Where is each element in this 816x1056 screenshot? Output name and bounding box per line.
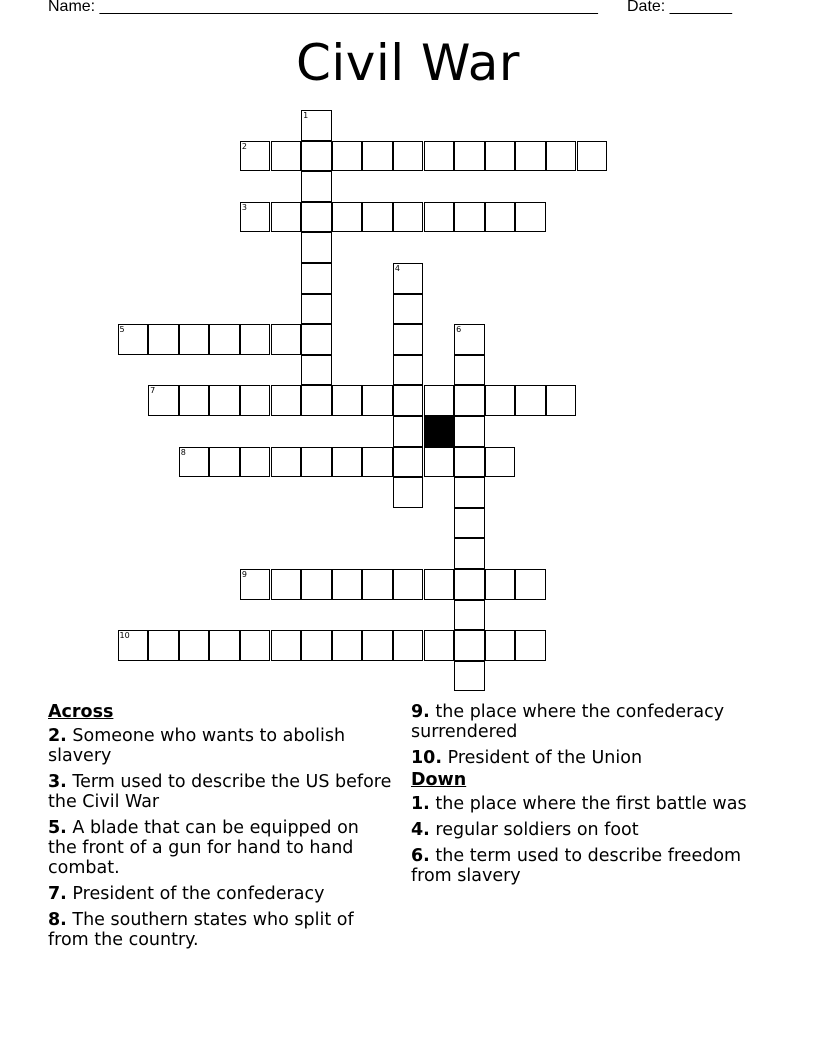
- date-field-label: Date: _______: [627, 0, 732, 15]
- crossword-cell[interactable]: [454, 600, 485, 631]
- clue-text: The southern states who split of from the country.: [48, 910, 354, 950]
- crossword-cell[interactable]: [301, 202, 332, 233]
- clue-number: 3.: [48, 772, 67, 792]
- crossword-cell[interactable]: [515, 630, 546, 661]
- crossword-cell[interactable]: [515, 385, 546, 416]
- crossword-cell[interactable]: [485, 630, 516, 661]
- crossword-cell[interactable]: [118, 630, 149, 661]
- crossword-cell[interactable]: [454, 416, 485, 447]
- cell-number: 9: [241, 570, 247, 579]
- crossword-cell[interactable]: [271, 569, 302, 600]
- crossword-cell[interactable]: [393, 324, 424, 355]
- clue-text: President of the Union: [447, 748, 643, 768]
- crossword-cell[interactable]: [485, 141, 516, 172]
- crossword-cell[interactable]: [362, 447, 393, 478]
- name-field-label: Name: ________________________________________________________: [48, 0, 598, 15]
- crossword-cell[interactable]: [393, 355, 424, 386]
- crossword-cell[interactable]: [240, 447, 271, 478]
- crossword-cell[interactable]: [271, 630, 302, 661]
- crossword-cell[interactable]: [301, 110, 332, 141]
- crossword-cell[interactable]: [332, 202, 363, 233]
- crossword-cell[interactable]: [485, 385, 516, 416]
- crossword-cell[interactable]: [209, 447, 240, 478]
- crossword-cell[interactable]: [393, 141, 424, 172]
- crossword-cell[interactable]: [271, 324, 302, 355]
- clue-number: 6.: [411, 846, 430, 866]
- across-clue: [48, 726, 393, 766]
- crossword-cell[interactable]: [179, 630, 210, 661]
- crossword-cell[interactable]: [209, 324, 240, 355]
- crossword-cell[interactable]: [332, 385, 363, 416]
- crossword-cell[interactable]: [454, 661, 485, 692]
- clue-number: 4.: [411, 820, 430, 840]
- clues-column-right: [411, 702, 756, 892]
- clue-text: regular soldiers on foot: [435, 820, 639, 840]
- crossword-cell[interactable]: [454, 324, 485, 355]
- crossword-cell[interactable]: [179, 324, 210, 355]
- crossword-cell[interactable]: [301, 232, 332, 263]
- across-clue: [411, 748, 756, 768]
- crossword-cell[interactable]: [148, 630, 179, 661]
- clue-number: 9.: [411, 702, 430, 722]
- down-clue: [411, 846, 756, 886]
- crossword-cell[interactable]: [454, 202, 485, 233]
- crossword-cell[interactable]: [148, 324, 179, 355]
- crossword-cell[interactable]: [271, 141, 302, 172]
- crossword-cell[interactable]: [454, 508, 485, 539]
- crossword-cell[interactable]: [485, 447, 516, 478]
- crossword-cell[interactable]: [271, 202, 302, 233]
- clue-text: Term used to describe the US before the Civil War: [48, 772, 392, 812]
- crossword-cell[interactable]: [362, 202, 393, 233]
- crossword-cell[interactable]: [301, 263, 332, 294]
- crossword-cell[interactable]: [577, 141, 608, 172]
- crossword-cell[interactable]: [515, 569, 546, 600]
- cell-number: 2: [241, 141, 247, 151]
- crossword-cell[interactable]: [393, 385, 424, 416]
- clue-number: 7.: [48, 884, 67, 904]
- crossword-cell[interactable]: [515, 202, 546, 233]
- clue-text: President of the confederacy: [72, 884, 325, 904]
- cell-number: 6: [456, 325, 462, 335]
- crossword-cell[interactable]: [485, 202, 516, 233]
- crossword-cell[interactable]: [424, 202, 455, 233]
- crossword-cell[interactable]: [393, 569, 424, 600]
- crossword-cell[interactable]: [179, 385, 210, 416]
- cell-number: 1: [303, 111, 309, 120]
- crossword-cell[interactable]: [240, 385, 271, 416]
- clue-text: the place where the confederacy surrendered: [411, 702, 725, 742]
- crossword-cell[interactable]: [454, 385, 485, 416]
- crossword-cell[interactable]: [301, 171, 332, 202]
- crossword-cell[interactable]: [362, 569, 393, 600]
- crossword-cell[interactable]: [332, 630, 363, 661]
- crossword-cell[interactable]: [240, 324, 271, 355]
- crossword-cell[interactable]: [393, 263, 424, 294]
- crossword-cell[interactable]: [454, 355, 485, 386]
- crossword-cell[interactable]: [454, 630, 485, 661]
- cell-number: 10: [119, 631, 130, 641]
- crossword-cell[interactable]: [271, 385, 302, 416]
- crossword-cell[interactable]: [301, 447, 332, 478]
- crossword-cell[interactable]: [393, 416, 424, 447]
- crossword-cell[interactable]: [301, 324, 332, 355]
- cell-number: 8: [180, 447, 186, 457]
- crossword-cell[interactable]: [424, 141, 455, 172]
- crossword-cell[interactable]: [301, 385, 332, 416]
- crossword-cell[interactable]: [301, 569, 332, 600]
- black-square: [424, 416, 455, 447]
- crossword-cell[interactable]: [393, 630, 424, 661]
- down-clue: [411, 794, 756, 814]
- across-clue: [48, 772, 393, 812]
- crossword-cell[interactable]: [240, 630, 271, 661]
- clues-column-left: [48, 702, 393, 956]
- crossword-cell[interactable]: [332, 447, 363, 478]
- crossword-cell[interactable]: [362, 630, 393, 661]
- crossword-cell[interactable]: [240, 202, 271, 233]
- clue-text: A blade that can be equipped on the front of a gun for hand to hand combat.: [48, 818, 359, 878]
- crossword-cell[interactable]: [301, 294, 332, 325]
- crossword-cell[interactable]: [393, 447, 424, 478]
- crossword-cell[interactable]: [393, 294, 424, 325]
- across-clue: [48, 910, 393, 950]
- crossword-cell[interactable]: [301, 355, 332, 386]
- clue-number: 5.: [48, 818, 67, 838]
- crossword-cell[interactable]: [454, 477, 485, 508]
- clue-text: Someone who wants to abolish slavery: [48, 726, 346, 766]
- crossword-cell[interactable]: [393, 202, 424, 233]
- crossword-cell[interactable]: [240, 141, 271, 172]
- puzzle-title: Civil War: [295, 34, 520, 92]
- clue-number: 8.: [48, 910, 67, 930]
- clue-number: 10.: [411, 748, 443, 768]
- crossword-cell[interactable]: [485, 569, 516, 600]
- cell-number: 3: [241, 202, 247, 212]
- crossword-cell[interactable]: [546, 385, 577, 416]
- crossword-cell[interactable]: [393, 477, 424, 508]
- crossword-cell[interactable]: [240, 569, 271, 600]
- crossword-cell[interactable]: [454, 141, 485, 172]
- crossword-cell[interactable]: [148, 385, 179, 416]
- across-clue: [48, 818, 393, 878]
- crossword-cell[interactable]: [301, 630, 332, 661]
- crossword-cell[interactable]: [424, 569, 455, 600]
- cell-number: 7: [150, 386, 156, 396]
- crossword-cell[interactable]: [301, 141, 332, 172]
- crossword-cell[interactable]: [118, 324, 149, 355]
- crossword-cell[interactable]: [332, 141, 363, 172]
- across-heading: Across: [48, 702, 114, 722]
- cell-number: 4: [394, 264, 400, 273]
- crossword-cell[interactable]: [454, 538, 485, 569]
- crossword-cell[interactable]: [209, 385, 240, 416]
- crossword-cell[interactable]: [424, 447, 455, 478]
- crossword-cell[interactable]: [362, 385, 393, 416]
- crossword-cell[interactable]: [454, 569, 485, 600]
- crossword-cell[interactable]: [424, 630, 455, 661]
- crossword-cell[interactable]: [454, 447, 485, 478]
- across-clue: [48, 884, 393, 904]
- cell-number: 5: [119, 325, 125, 335]
- clue-text: the term used to describe freedom from slavery: [411, 846, 742, 886]
- crossword-cell[interactable]: [209, 630, 240, 661]
- crossword-cell[interactable]: [515, 141, 546, 172]
- crossword-cell[interactable]: [271, 447, 302, 478]
- clue-number: 1.: [411, 794, 430, 814]
- crossword-cell[interactable]: [546, 141, 577, 172]
- crossword-cell[interactable]: [332, 569, 363, 600]
- crossword-cell[interactable]: [362, 141, 393, 172]
- crossword-cell[interactable]: [424, 385, 455, 416]
- clue-text: the place where the first battle was: [435, 794, 747, 814]
- crossword-cell[interactable]: [179, 447, 210, 478]
- down-clue: [411, 820, 756, 840]
- clue-number: 2.: [48, 726, 67, 746]
- down-heading: Down: [411, 770, 467, 790]
- across-clue: [411, 702, 756, 742]
